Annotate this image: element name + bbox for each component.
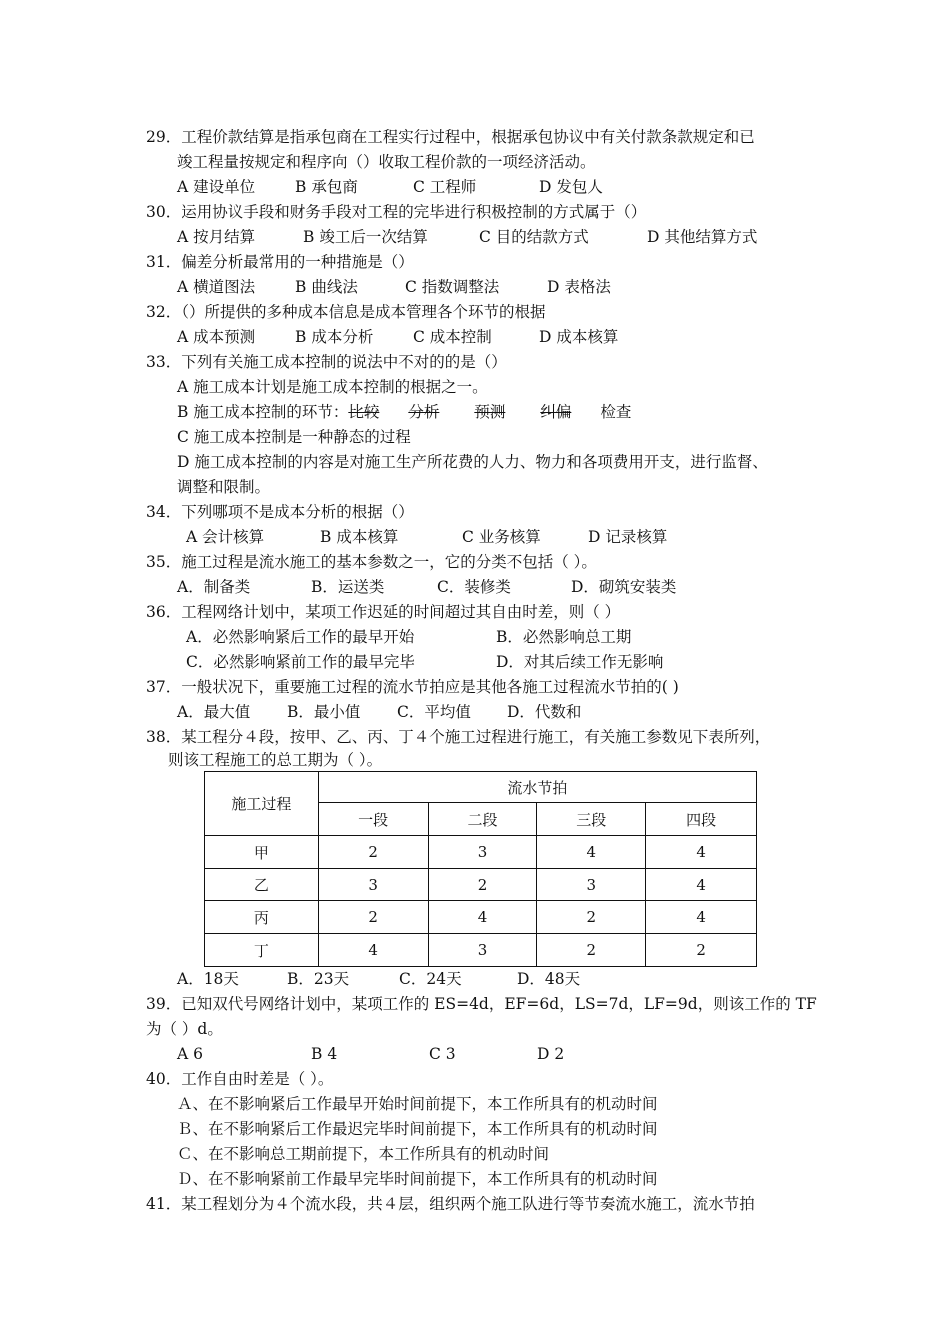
question-41: 41．某工程划分为４个流水段，共４层，组织两个施工队进行等节奏流水施工，流水节拍	[146, 1195, 755, 1213]
option-b: B 竣工后一次结算	[303, 228, 428, 246]
option-a: A 成本预测	[177, 328, 256, 346]
question-31-options	[177, 277, 611, 297]
question-32: 32．（）所提供的多种成本信息是成本管理各个环节的根据	[146, 303, 546, 321]
row-header: 丁	[205, 934, 319, 967]
table-cell: 4	[537, 836, 646, 869]
option-b: B 承包商	[295, 178, 358, 196]
step-forecast: 预测	[474, 403, 506, 421]
table-cell: 2	[318, 901, 428, 934]
option-d: Ｄ、在不影响紧前工作最早完毕时间前提下，本工作所具有的机动时间	[177, 1170, 658, 1188]
option-c: C．必然影响紧前工作的最早完毕	[186, 653, 415, 671]
question-33: 33．下列有关施工成本控制的说法中不对的的是（）	[146, 353, 507, 371]
table-cell: 4	[428, 901, 537, 934]
option-a: A 会计核算	[186, 528, 265, 546]
option-c: C 3	[429, 1045, 456, 1063]
table-row	[205, 934, 757, 967]
option-c: Ｃ、在不影响总工期前提下，本工作所具有的机动时间	[177, 1145, 550, 1163]
table-row	[205, 901, 757, 934]
option-a: Ａ、在不影响紧后工作最早开始时间前提下，本工作所具有的机动时间	[177, 1095, 658, 1113]
option-b: B 成本核算	[320, 528, 399, 546]
option-b: B．最小值	[287, 703, 361, 721]
option-c: C 工程师	[413, 178, 477, 196]
table-cell: 2	[646, 934, 757, 967]
option-d: D 施工成本控制的内容是对施工生产所花费的人力、物力和各项费用开支，进行监督、	[177, 453, 768, 471]
option-b: B．23天	[287, 970, 350, 988]
question-37: 37．一般状况下，重要施工过程的流水节拍应是其他各施工过程流水节拍的( )	[146, 678, 679, 696]
row-header: 丙	[205, 901, 319, 934]
column-header: 三段	[537, 803, 646, 836]
option-b: B 曲线法	[295, 278, 358, 296]
option-b: B 成本分析	[295, 328, 374, 346]
option-c: C 施工成本控制是一种静态的过程	[177, 428, 411, 446]
table-cell: 4	[646, 901, 757, 934]
option-c: C 成本控制	[413, 328, 492, 346]
option-a: A．最大值	[177, 703, 251, 721]
option-d: D 2	[537, 1045, 565, 1063]
question-38-options	[177, 969, 580, 989]
table-cell: 2	[428, 869, 537, 901]
table-cell: 3	[318, 869, 428, 901]
question-36-options-row1	[186, 627, 631, 647]
option-d: D 发包人	[539, 178, 603, 196]
table-cell: 4	[646, 836, 757, 869]
option-d: D．代数和	[507, 703, 582, 721]
option-a: A 6	[177, 1045, 203, 1063]
question-32-options	[177, 327, 618, 347]
option-a: A 按月结算	[177, 228, 256, 246]
option-a: A．制备类	[177, 578, 251, 596]
option-a: A 横道图法	[177, 278, 256, 296]
table-cell: 2	[318, 836, 428, 869]
option-c: C 业务核算	[462, 528, 541, 546]
question-36: 36．工程网络计划中，某项工作迟延的时间超过其自由时差，则（ ）	[146, 603, 621, 621]
option-d: D．48天	[517, 970, 581, 988]
question-39: 39．已知双代号网络计划中，某项工作的 ES=4d，EF=6d，LS=7d，LF=9d，则该工作的 TF	[146, 995, 817, 1013]
option-c: C．装修类	[437, 578, 511, 596]
question-36-options-row2	[186, 652, 663, 672]
step-analyze: 分析	[408, 403, 440, 421]
option-b: B．必然影响总工期	[496, 628, 632, 646]
question-37-options	[177, 702, 581, 722]
question-31: 31．偏差分析最常用的一种措施是（）	[146, 253, 414, 271]
step-correct: 纠偏	[540, 403, 572, 421]
option-a: A 施工成本计划是施工成本控制的根据之一。	[177, 378, 488, 396]
column-header: 一段	[318, 803, 428, 836]
option-d: D 其他结算方式	[647, 228, 758, 246]
column-header: 四段	[646, 803, 757, 836]
header-process: 施工过程	[205, 772, 319, 836]
option-a: A．18天	[177, 970, 239, 988]
table-cell: 2	[537, 934, 646, 967]
question-34: 34．下列哪项不是成本分析的根据（）	[146, 503, 414, 521]
question-29-cont: 竣工程量按规定和程序向（）收取工程价款的一项经济活动。	[177, 153, 596, 171]
question-38: 38．某工程分４段，按甲、乙、丙、丁４个施工过程进行施工，有关施工参数见下表所列，	[146, 728, 771, 746]
table-cell: 4	[318, 934, 428, 967]
row-header: 甲	[205, 836, 319, 869]
step-check: 检查	[600, 403, 632, 421]
question-35-options	[177, 577, 676, 597]
header-flow-beat: 流水节拍	[318, 772, 756, 803]
question-30-options	[177, 227, 757, 247]
option-b: B 4	[311, 1045, 338, 1063]
table-row	[205, 836, 757, 869]
step-compare: 比较	[348, 403, 380, 421]
option-c: C 目的结款方式	[479, 228, 589, 246]
table-cell: 3	[428, 934, 537, 967]
option-d: D 记录核算	[588, 528, 668, 546]
option-d-cont: 调整和限制。	[177, 478, 271, 496]
option-c: C．平均值	[397, 703, 471, 721]
option-d: D．对其后续工作无影响	[496, 653, 664, 671]
option-a: A．必然影响紧后工作的最早开始	[186, 628, 415, 646]
option-d: D 表格法	[547, 278, 611, 296]
question-29: 29．工程价款结算是指承包商在工程实行过程中，根据承包协议中有关付款条款规定和已	[146, 128, 755, 146]
question-35: 35．施工过程是流水施工的基本参数之一，它的分类不包括（ ）。	[146, 553, 597, 571]
table-cell: 3	[428, 836, 537, 869]
table-row	[205, 869, 757, 901]
question-38-cont: 则该工程施工的总工期为（ ）。	[168, 751, 383, 769]
question-39-options	[177, 1044, 564, 1064]
question-30: 30．运用协议手段和财务手段对工程的完毕进行积极控制的方式属于（）	[146, 203, 647, 221]
option-a: A 建设单位	[177, 178, 256, 196]
option-b-prefix: B 施工成本控制的环节：	[177, 403, 349, 421]
question-40: 40．工作自由时差是（ ）。	[146, 1070, 334, 1088]
option-b	[177, 402, 631, 422]
question-29-options	[177, 177, 603, 197]
option-b: Ｂ、在不影响紧后工作最迟完毕时间前提下，本工作所具有的机动时间	[177, 1120, 658, 1138]
option-c: C 指数调整法	[405, 278, 500, 296]
question-39-cont: 为（ ）d。	[146, 1020, 223, 1038]
option-d: D．砌筑安装类	[571, 578, 677, 596]
option-b: B．运送类	[311, 578, 385, 596]
option-d: D 成本核算	[539, 328, 619, 346]
option-c: C．24天	[399, 970, 462, 988]
table-cell: 3	[537, 869, 646, 901]
column-header: 二段	[428, 803, 537, 836]
table-cell: 4	[646, 869, 757, 901]
table-cell: 2	[537, 901, 646, 934]
row-header: 乙	[205, 869, 319, 901]
question-34-options	[186, 527, 667, 547]
flow-beat-table	[204, 771, 757, 967]
